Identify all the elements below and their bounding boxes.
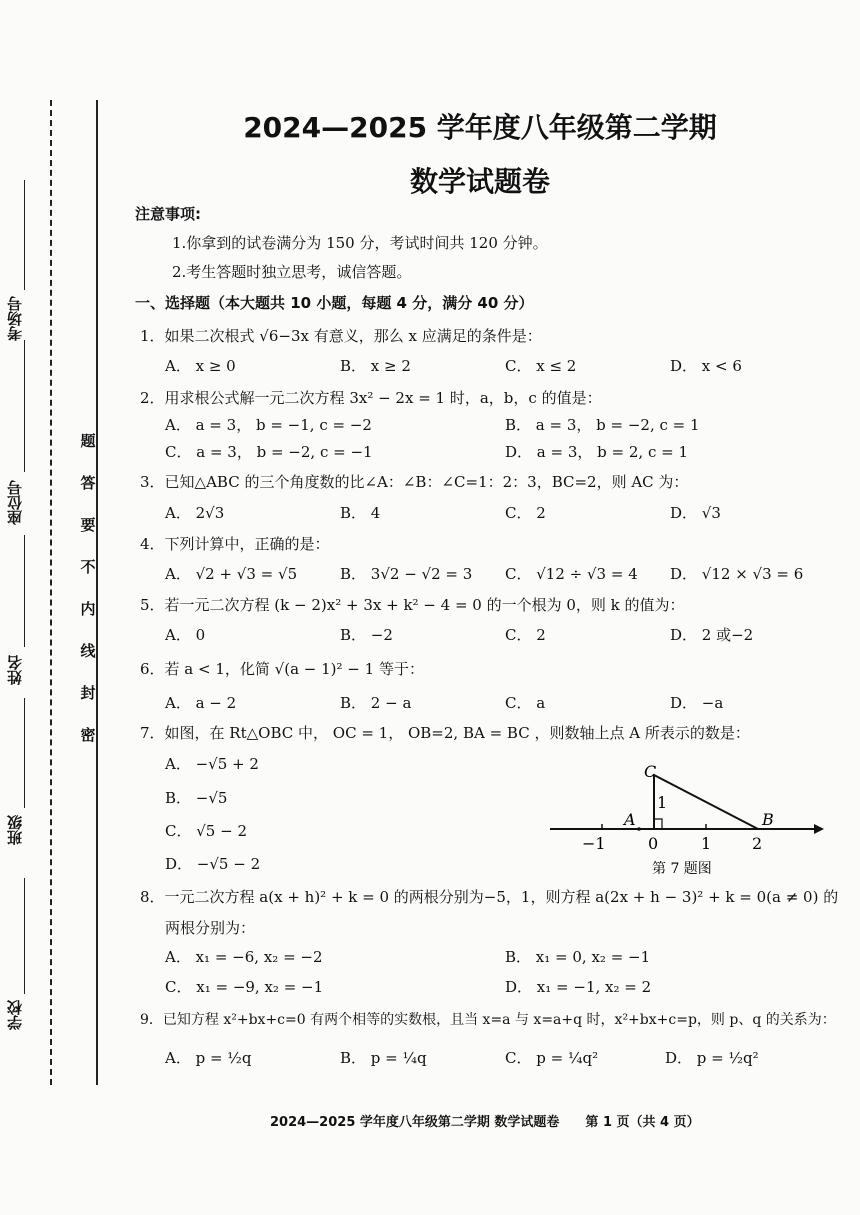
page-footer: 2024—2025 学年度八年级第二学期 数学试题卷 第 1 页（共 4 页） <box>270 1115 700 1130</box>
axis-arrow-icon <box>814 824 824 834</box>
point-A-dot <box>637 827 641 831</box>
option: C． √5 − 2 <box>165 822 247 840</box>
option: D． a = 3， b = 2, c = 1 <box>505 443 688 461</box>
question-stem: 2．用求根公式解一元二次方程 3x² − 2x = 1 时，a，b，c 的值是： <box>140 389 602 407</box>
class-blank[interactable] <box>24 698 25 808</box>
option: B． x₁ = 0, x₂ = −1 <box>505 948 651 966</box>
figure-7-number-line <box>540 755 830 885</box>
seal-char: 答 <box>80 474 96 492</box>
seal-char: 不 <box>80 558 96 576</box>
option: A． 0 <box>165 626 206 644</box>
question-stem: 8．一元二次方程 a(x + h)² + k = 0 的两根分别为−5，1，则方程 a(2x + h − 3)² + k = 0(a ≠ 0) 的 <box>140 888 839 906</box>
option: B． 3√2 − √2 = 3 <box>340 565 473 583</box>
option: D． p = ½q² <box>665 1049 759 1067</box>
question-stem: 5．若一元二次方程 (k − 2)x² + 3x + k² − 4 = 0 的一个根为 0，则 k 的值为： <box>140 596 685 614</box>
school-blank[interactable] <box>24 878 25 994</box>
segment-BC <box>654 775 758 829</box>
exam-title: 2024—2025 学年度八年级第二学期 <box>243 111 717 144</box>
option: D． −a <box>670 694 724 712</box>
option: A． √2 + √3 = √5 <box>165 565 298 583</box>
option: A． x₁ = −6, x₂ = −2 <box>165 948 323 966</box>
question-stem: 9．已知方程 x²+bx+c=0 有两个相等的实数根，且当 x=a 与 x=a+q 时，x²+bx+c=p，则 p、q 的关系为： <box>140 1012 836 1028</box>
seal-char: 要 <box>80 516 96 534</box>
binding-dashed-line <box>50 100 52 1085</box>
option: B． 2 − a <box>340 694 412 712</box>
tick-label: 0 <box>648 834 659 853</box>
question-stem: 4．下列计算中，正确的是： <box>140 535 330 553</box>
exam-room-blank[interactable] <box>24 180 25 290</box>
option: B． −√5 <box>165 789 228 807</box>
seat-label: 座位号 <box>6 480 24 525</box>
option: C． 2 <box>505 626 546 644</box>
notice-heading: 注意事项: <box>135 205 201 223</box>
seat-blank[interactable] <box>24 340 25 472</box>
class-label: 班级 <box>6 815 24 845</box>
option: D． −√5 − 2 <box>165 855 261 873</box>
question-stem-continued: 两根分别为： <box>165 919 256 937</box>
notice-item: 2.考生答题时独立思考，诚信答题。 <box>172 263 412 281</box>
seal-char: 线 <box>80 642 96 660</box>
option: A． x ≥ 0 <box>165 357 236 375</box>
option: B． −2 <box>340 626 393 644</box>
option: C． 2 <box>505 504 546 522</box>
question-stem: 3．已知△ABC 的三个角度数的比∠A：∠B：∠C=1：2：3，BC=2，则 AC 为： <box>140 473 689 491</box>
tick-label: −1 <box>582 834 606 853</box>
school-label: 学校 <box>6 1000 24 1030</box>
option: C． a <box>505 694 546 712</box>
option: C． x₁ = −9, x₂ = −1 <box>165 978 324 996</box>
length-one-label: 1 <box>657 793 668 812</box>
option: D． 2 或−2 <box>670 626 754 644</box>
seal-char: 密 <box>80 726 96 744</box>
option: C． √12 ÷ √3 = 4 <box>505 565 638 583</box>
question-stem: 1．如果二次根式 √6−3x 有意义，那么 x 应满足的条件是： <box>140 327 542 345</box>
binding-solid-line <box>96 100 98 1085</box>
point-B-label: B <box>762 810 774 829</box>
point-C-label: C <box>644 762 657 781</box>
option: B． x ≥ 2 <box>340 357 411 375</box>
option: C． x ≤ 2 <box>505 357 577 375</box>
exam-subtitle: 数学试题卷 <box>409 165 550 198</box>
question-stem: 6．若 a < 1，化简 √(a − 1)² − 1 等于： <box>140 660 424 678</box>
tick-label: 2 <box>752 834 763 853</box>
tick-label: 1 <box>701 834 712 853</box>
option: B． 4 <box>340 504 381 522</box>
seal-char: 内 <box>80 600 96 618</box>
exam-room-label: 考场号 <box>6 296 24 341</box>
option: D． √12 × √3 = 6 <box>670 565 804 583</box>
option: A． 2√3 <box>165 504 225 522</box>
option: D． x₁ = −1, x₂ = 2 <box>505 978 652 996</box>
option: A． a = 3， b = −1, c = −2 <box>165 416 372 434</box>
option: B． a = 3， b = −2, c = 1 <box>505 416 700 434</box>
option: A． a − 2 <box>165 694 237 712</box>
question-stem: 7．如图，在 Rt△OBC 中， OC = 1， OB=2, BA = BC ，则数轴上点 A 所表示的数是： <box>140 724 750 742</box>
notice-item: 1.你拿到的试卷满分为 150 分，考试时间共 120 分钟。 <box>172 234 548 252</box>
option: C． p = ¼q² <box>505 1049 599 1067</box>
seal-char: 题 <box>80 432 96 450</box>
figure-caption: 第 7 题图 <box>652 861 712 877</box>
option: C． a = 3， b = −2, c = −1 <box>165 443 373 461</box>
point-A-label: A <box>624 810 636 829</box>
option: A． −√5 + 2 <box>165 755 259 773</box>
name-label: 姓名 <box>6 655 24 685</box>
option: D． x < 6 <box>670 357 742 375</box>
option: B． p = ¼q <box>340 1049 427 1067</box>
option: A． p = ½q <box>165 1049 252 1067</box>
seal-char: 封 <box>80 684 96 702</box>
right-angle-mark <box>654 819 662 829</box>
section-heading: 一、选择题（本大题共 10 小题，每题 4 分，满分 40 分） <box>135 294 534 312</box>
option: D． √3 <box>670 504 721 522</box>
name-blank[interactable] <box>24 535 25 647</box>
